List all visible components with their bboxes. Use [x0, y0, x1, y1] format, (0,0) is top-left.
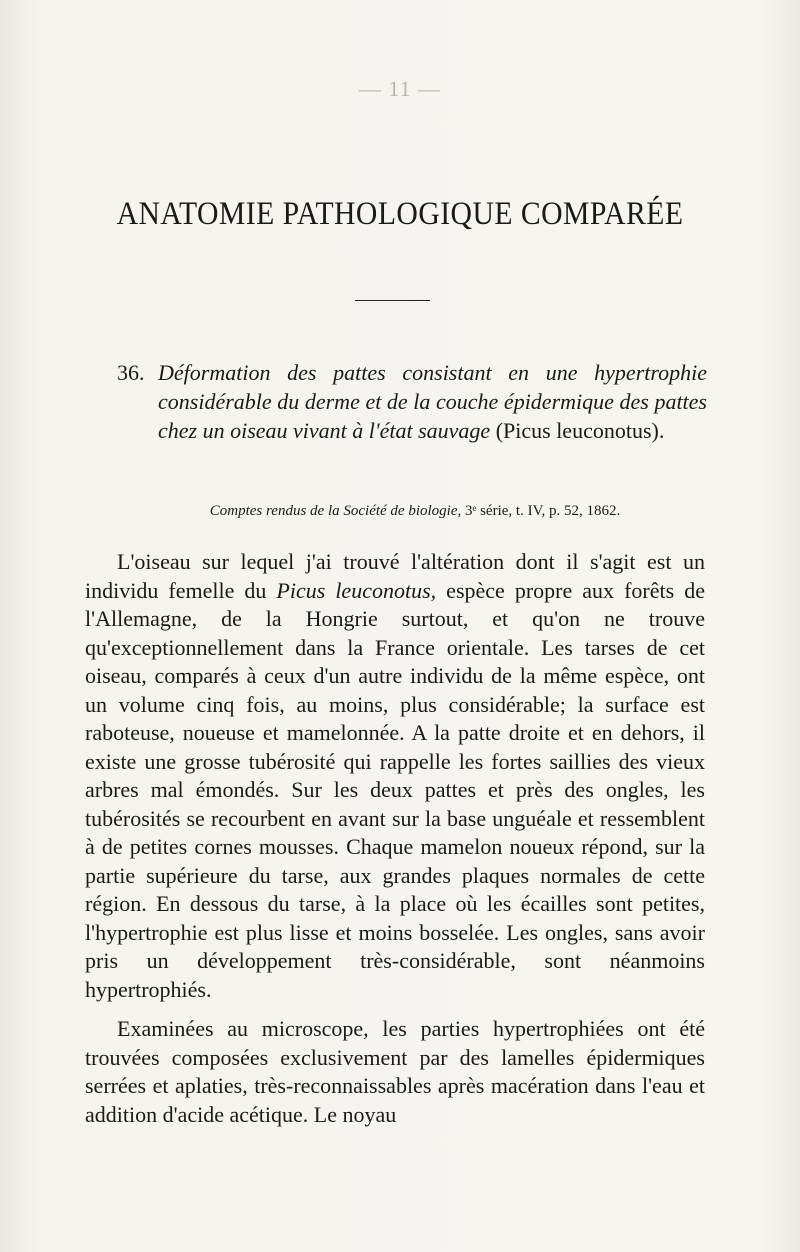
citation-details: 3ᵉ série, t. IV, p. 52, 1862. [461, 503, 621, 519]
page-folio: — 11 — [358, 76, 442, 101]
entry-title-italic: Déformation des pattes consistant en une hypertrophie considérable du derme et de la couche épidermique des pattes chez un oiseau vivant à l'état sauvage [158, 360, 707, 443]
entry-title [158, 358, 707, 445]
paragraph-1-rest: espèce propre aux forêts de l'Allemagne, de la Hongrie surtout, et qu'on ne trouve qu'exceptionnellement dans la France orientale. Les tarses de cet oiseau, comparés à ceux d'un autre individu de la même espèce, ont un volume cinq fois, au moins, plus considérable; la surface est raboteuse, noueuse et mamelonnée. A la patte droite et en dehors, il existe une grosse tubérosité qui rappelle les fortes saillies des vieux arbres mal émondés. Sur les deux pattes et près des ongles, les tubérosités se recourbent en avant sur la base unguéale et ressemblent à de petites cornes mousses. Chaque mamelon noueux répond, sur la partie supérieure du tarse, aux grandes plaques normales de cette région. En dessous du tarse, à la place où les écailles sont petites, l'hypertrophie est plus lisse et moins bosselée. Les ongles, sans avoir pris un développement très-considérable, sont néanmoins hypertrophiés. [85, 577, 705, 1002]
entry-36 [117, 358, 707, 445]
section-heading: ANATOMIE PATHOLOGIQUE COMPARÉE [116, 196, 684, 232]
paragraph-2: Examinées au microscope, les parties hypertrophiées ont été trouvées composées exclusivement par des lamelles épidermiques serrées et aplaties, très-reconnaissables après macération dans l'eau et addition d'acide acétique. Le noyau [85, 1016, 705, 1127]
heading-rule [355, 300, 430, 301]
citation-journal: Comptes rendus de la Société de biologie, [209, 503, 462, 519]
paragraph-1-start: L'oiseau sur lequel j'ai trouvé l'altération dont il s'agit est un individu femelle du [85, 549, 705, 603]
paragraph-1-species: Picus leuconotus, [276, 577, 437, 603]
entry-title-species: (Picus leuconotus). [490, 418, 665, 443]
paragraph-1 [85, 548, 705, 1004]
body-text [85, 548, 705, 1140]
entry-number: 36. [117, 360, 145, 385]
entry-citation [0, 503, 800, 520]
